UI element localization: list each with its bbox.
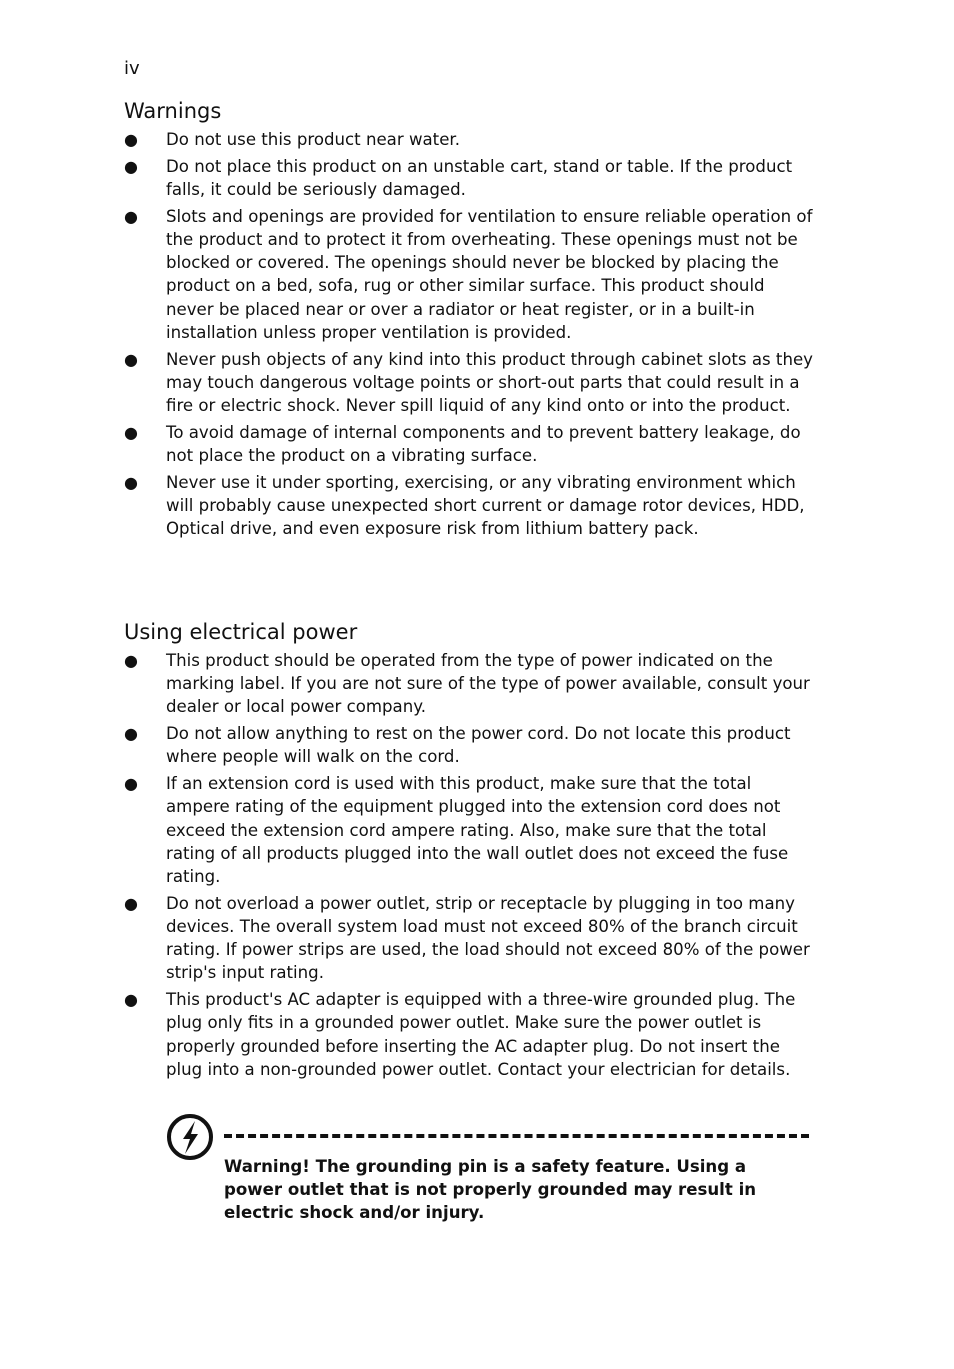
- list-item: [124, 892, 814, 985]
- list-item-text: If an extension cord is used with this product, make sure that the total ampere rating of the equipment plugged into the extension cord does not exceed the extension cord ampere rating. Also, make sure that the total rating of all products plugged into the wall outlet does not exceed the fuse rating.: [166, 774, 789, 887]
- list-item-text: Never push objects of any kind into this product through cabinet slots as they may touch dangerous voltage points or short-out parts that could result in a fire or electric shock. Never spill liquid of any kind onto or into the product.: [166, 349, 813, 416]
- bullet-icon: ●: [124, 156, 138, 176]
- list-item-text: This product's AC adapter is equipped with a three-wire grounded plug. The plug only fits in a grounded power outlet. Make sure the power outlet is properly grounded before inserting the AC adapter plug. Do not insert the plug into a non-grounded power outlet. Contact your electrician for details.: [166, 990, 796, 1079]
- list-item-text: Slots and openings are provided for ventilation to ensure reliable operation of the product and to protect it from overheating. These openings must not be blocked or covered. The openings should never be blocked by placing the product on a bed, sofa, rug or other similar surface. This product should never be placed near or over a radiator or heat register, or in a built-in installation unless proper ventilation is provided.: [166, 206, 813, 342]
- bullet-icon: ●: [124, 651, 138, 670]
- list-item: [124, 128, 814, 151]
- bullet-icon: ●: [124, 893, 138, 913]
- bullet-icon: ●: [124, 349, 138, 369]
- bullet-icon: ●: [124, 472, 138, 492]
- bullet-icon: ●: [124, 990, 138, 1010]
- warning-note: [166, 1113, 811, 1233]
- list-item-text: Do not allow anything to rest on the power cord. Do not locate this product where people will walk on the cord.: [166, 724, 791, 767]
- list-item: [124, 772, 814, 888]
- list-item: [124, 649, 814, 719]
- bullet-icon: ●: [124, 130, 138, 149]
- list-item: [124, 348, 814, 418]
- bullet-icon: ●: [124, 422, 138, 442]
- list-item-text: Do not place this product on an unstable cart, stand or table. If the product falls, it could be seriously damaged.: [166, 156, 793, 199]
- page-number: iv: [124, 58, 140, 79]
- bullet-icon: ●: [124, 206, 138, 226]
- list-item-text: To avoid damage of internal components and to prevent battery leakage, do not place the product on a vibrating surface.: [166, 422, 801, 466]
- electrical-power-list: [124, 649, 814, 1081]
- list-item-text: Do not overload a power outlet, strip or receptacle by plugging in too many devices. The overall system load must not exceed 80% of the branch circuit rating. If power strips are used, the load should not exceed 80% of the power strip's input rating.: [166, 893, 810, 983]
- list-item-text: Never use it under sporting, exercising, or any vibrating environment which will probably cause unexpected short current or damage rotor devices, HDD, Optical drive, and even exposure risk from lithium battery pack.: [166, 472, 805, 539]
- warnings-list: [124, 128, 814, 540]
- list-item-text: Do not use this product near water.: [166, 130, 460, 149]
- list-item: [124, 988, 814, 1081]
- list-item: [124, 471, 814, 541]
- lightning-warning-icon: [166, 1113, 214, 1161]
- warnings-heading: Warnings: [124, 99, 222, 123]
- electrical-power-section: [124, 619, 814, 1085]
- list-item: [124, 205, 814, 344]
- list-item-text: This product should be operated from the type of power indicated on the marking label. If you are not sure of the type of power available, consult your dealer or local power company.: [166, 651, 810, 717]
- warnings-section: [124, 98, 814, 544]
- list-item: [124, 421, 814, 467]
- warning-note-text: Warning! The grounding pin is a safety feature. Using a power outlet that is not properly grounded may result in electric shock and/or injury.: [224, 1157, 757, 1223]
- bullet-icon: ●: [124, 724, 138, 744]
- dashed-divider: [224, 1134, 809, 1138]
- electrical-power-heading: Using electrical power: [124, 620, 358, 644]
- list-item: [124, 722, 814, 768]
- bullet-icon: ●: [124, 774, 138, 794]
- list-item: [124, 155, 814, 201]
